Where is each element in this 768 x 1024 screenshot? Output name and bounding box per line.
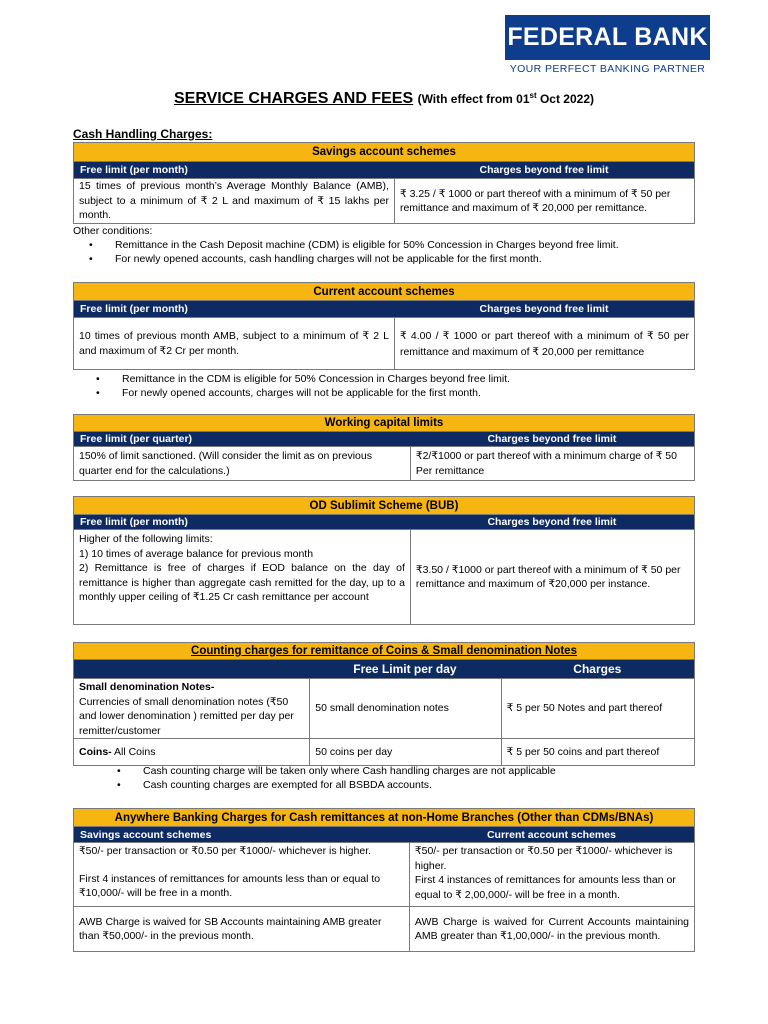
- list-item: • Remittance in the CDM is eligible for 50% Concession in Charges beyond free limit.: [96, 373, 511, 385]
- table-row: [74, 678, 694, 738]
- current-table: [73, 282, 695, 370]
- savings-notes: [73, 224, 619, 266]
- col-charges: Charges: [573, 662, 622, 676]
- od-sublimit-band: OD Sublimit Scheme (BUB): [74, 497, 694, 515]
- current-charge: ₹ 4.00 / ₹ 1000 or part thereof with a minimum of ₹ 50 per remittance and maximum of ₹ 20,000 per remittance: [394, 318, 694, 369]
- col-free-limit: Free limit (per month): [80, 164, 188, 176]
- od-sublimit-table: [73, 496, 695, 625]
- col-free-limit: Free limit (per month): [80, 303, 188, 315]
- working-capital-free: 150% of limit sanctioned. (Will consider the limit as on previous quarter end for the calculations.): [79, 450, 372, 477]
- savings-free: 15 times of previous month’s Average Monthly Balance (AMB), subject to a minimum of ₹ 2 L and maximum of ₹ 15 lakhs per month.: [79, 180, 389, 222]
- table-row: [74, 178, 694, 223]
- col-current: Current account schemes: [486, 828, 616, 841]
- working-capital-charge: ₹2/₹1000 or part thereof with a minimum charge of ₹ 50 Per remittance: [410, 447, 694, 480]
- list-item: • For newly opened accounts, charges will not be applicable for the first month.: [96, 387, 481, 399]
- page-title: [0, 90, 768, 108]
- anywhere-band: Anywhere Banking Charges for Cash remittances at non-Home Branches (Other than CDMs/BNAs): [74, 809, 694, 827]
- od-sublimit-header: [74, 515, 694, 529]
- working-capital-header: [74, 432, 694, 446]
- anywhere-savings-waiver: AWB Charge is waived for SB Accounts maintaining AMB greater than ₹50,000/- in the previous month.: [79, 915, 382, 942]
- counting-header: [74, 660, 694, 678]
- col-charges: Charges beyond free limit: [487, 433, 617, 445]
- col-savings: Savings account schemes: [80, 828, 212, 841]
- anywhere-current-waiver: AWB Charge is waived for Current Accounts maintaining AMB greater than ₹1,00,000/- in the previous month.: [409, 907, 694, 951]
- savings-header: [74, 162, 694, 178]
- od-sublimit-free: Higher of the following limits: 1) 10 times of average balance for previous month 2) Remittance is free of charges if EOD balance on the day of remittance is higher than aggregate cash remitted for the day, up to a monthly upper ceiling of ₹1.25 Cr cash remittance per account: [79, 533, 405, 603]
- list-item: • Cash counting charges are exempted for all BSBDA accounts.: [117, 779, 432, 791]
- counting-notes: [73, 764, 556, 792]
- table-row: [74, 738, 694, 765]
- counting-free: 50 small denomination notes: [309, 679, 500, 738]
- table-row: [74, 317, 694, 369]
- logo-tagline: YOUR PERFECT BANKING PARTNER: [509, 63, 706, 75]
- counting-free: 50 coins per day: [309, 739, 500, 765]
- current-notes: [73, 372, 510, 400]
- col-type: [74, 660, 309, 678]
- savings-band: Savings account schemes: [74, 143, 694, 162]
- current-header: [74, 301, 694, 317]
- counting-charge: ₹ 5 per 50 Notes and part thereof: [501, 679, 694, 738]
- anywhere-header: [74, 827, 694, 842]
- title-main: SERVICE CHARGES AND FEES: [173, 90, 414, 107]
- list-item: • For newly opened accounts, cash handling charges will not be applicable for the first month.: [89, 253, 542, 265]
- od-sublimit-charge: ₹3.50 / ₹1000 or part thereof with a minimum of ₹ 50 per remittance and maximum of ₹20,000 per instance.: [410, 530, 694, 624]
- other-conditions-label: Other conditions:: [73, 225, 153, 237]
- col-free-limit: Free Limit per day: [353, 662, 457, 676]
- logo-name: FEDERAL BANK: [505, 15, 710, 60]
- counting-charge: ₹ 5 per 50 coins and part thereof: [501, 739, 694, 765]
- counting-label: Small denomination Notes- Currencies of small denomination notes (₹50 and lower denomination ) remitted per day per remitter/customer: [79, 681, 294, 737]
- col-charges: Charges beyond free limit: [479, 164, 609, 176]
- cash-handling-heading: Cash Handling Charges:: [73, 127, 213, 141]
- counting-band: Counting charges for remittance of Coins & Small denomination Notes: [74, 643, 694, 660]
- col-free-limit: Free limit (per quarter): [80, 433, 193, 445]
- current-band: Current account schemes: [74, 283, 694, 301]
- list-item: • Cash counting charge will be taken only where Cash handling charges are not applicable: [117, 765, 556, 777]
- savings-charge: ₹ 3.25 / ₹ 1000 or part thereof with a minimum of ₹ 50 per remittance and maximum of ₹ 20,000 per remittance.: [394, 179, 694, 223]
- anywhere-banking-table: [73, 808, 695, 952]
- table-row: [74, 446, 694, 480]
- working-capital-table: [73, 414, 695, 481]
- counting-table: [73, 642, 695, 766]
- title-effect: (With effect from 01st Oct 2022): [417, 91, 594, 106]
- col-charges: Charges beyond free limit: [479, 303, 609, 315]
- col-charges: Charges beyond free limit: [487, 516, 617, 528]
- current-free: 10 times of previous month AMB, subject to a minimum of ₹ 2 L and maximum of ₹2 Cr per month.: [79, 330, 389, 357]
- table-row: [74, 842, 694, 906]
- federal-bank-logo: [505, 15, 710, 77]
- list-item: • Remittance in the Cash Deposit machine (CDM) is eligible for 50% Concession in Charges beyond free limit.: [89, 239, 619, 251]
- anywhere-savings-charge: ₹50/- per transaction or ₹0.50 per ₹1000/- whichever is higher. First 4 instances of remittances for amounts less than or equal to ₹10,000/- will be free in a month.: [79, 845, 381, 899]
- working-capital-band: Working capital limits: [74, 415, 694, 432]
- col-free-limit: Free limit (per month): [80, 516, 188, 528]
- savings-table: [73, 142, 695, 224]
- table-row: [74, 906, 694, 951]
- counting-label: Coins- All Coins: [79, 745, 156, 758]
- anywhere-current-charge: ₹50/- per transaction or ₹0.50 per ₹1000/- whichever is higher. First 4 instances of remittances for amounts less than or equal to ₹ 2,00,000/- will be free in a month.: [409, 843, 694, 906]
- table-row: [74, 529, 694, 624]
